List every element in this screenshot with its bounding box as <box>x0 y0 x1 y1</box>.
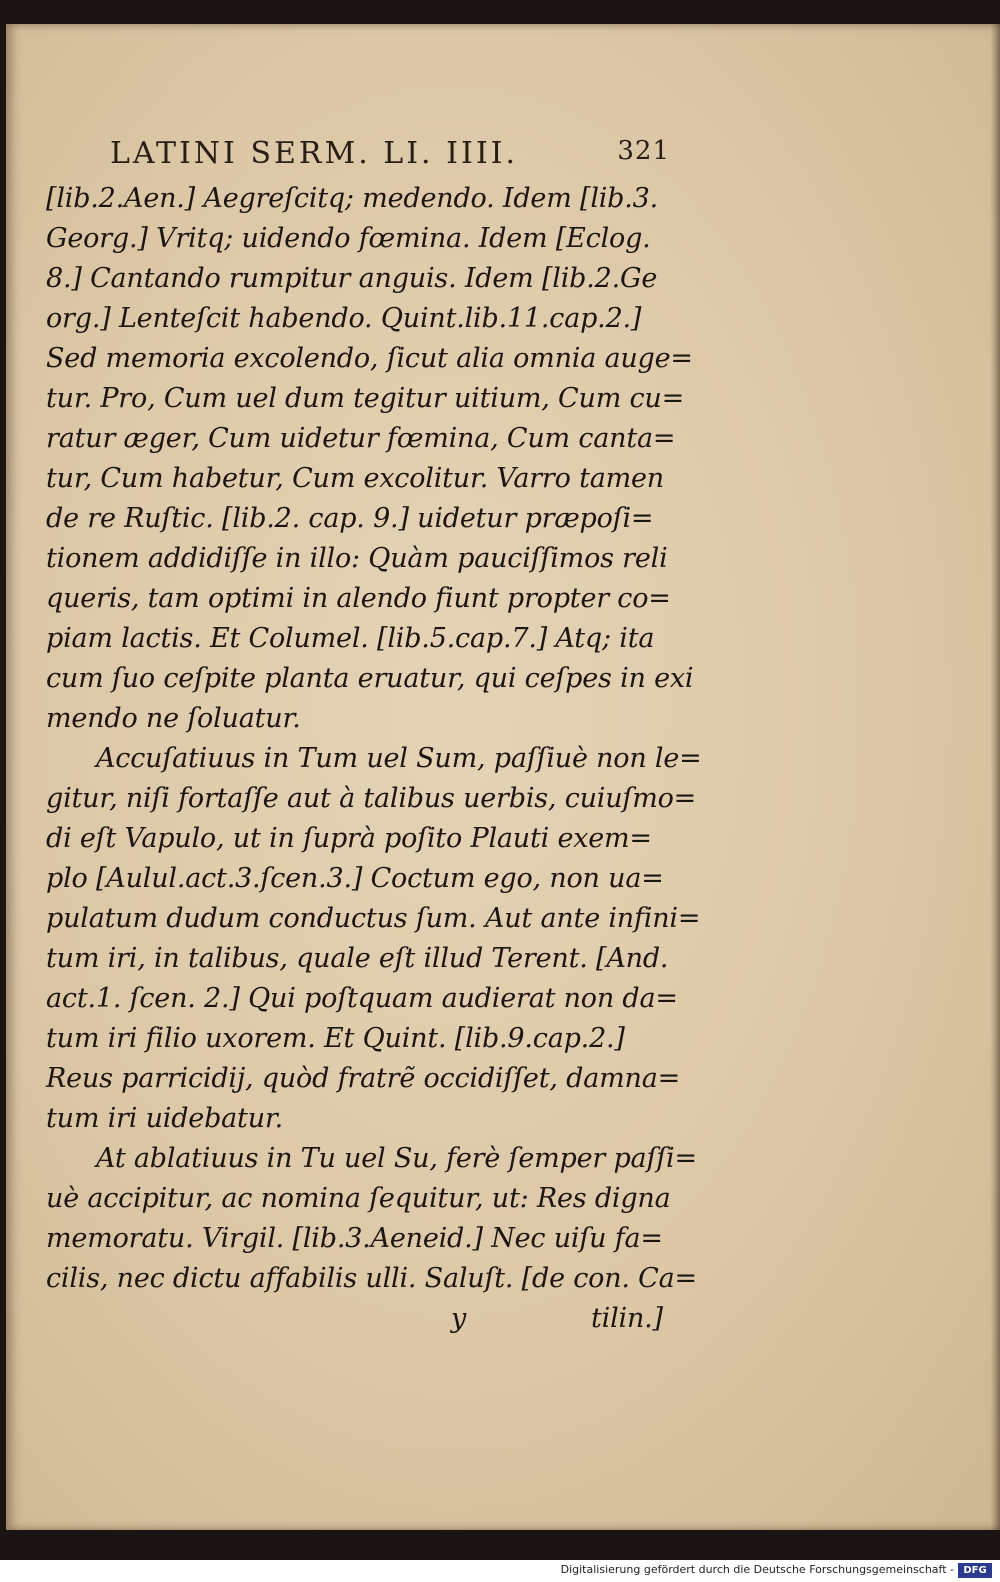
text-block <box>46 179 706 1339</box>
text-line: cilis, nec dictu affabilis ulli. Saluſt. [de con. Ca= <box>46 1263 697 1294</box>
signature-catchword-line <box>46 1299 706 1339</box>
text-line: tum iri uidebatur. <box>46 1103 284 1134</box>
text-line: tionem addidiſſe in illo: Quàm pauciſſimos reli <box>46 543 668 574</box>
running-title: LATINI SERM. LI. IIII. <box>110 136 519 171</box>
text-line: tum iri, in talibus, quale eſt illud Terent. [And. <box>46 943 669 974</box>
text-line: memoratu. Virgil. [lib.3.Aeneid.] Nec uiſu fa= <box>46 1223 663 1254</box>
book-page <box>6 24 1000 1530</box>
text-line: mendo ne ſoluatur. <box>46 703 301 734</box>
dfg-logo: DFG <box>958 1563 992 1578</box>
text-line: tum iri filio uxorem. Et Quint. [lib.9.cap.2.] <box>46 1023 625 1054</box>
text-line: queris, tam optimi in alendo fiunt propter co= <box>46 583 671 614</box>
text-line: plo [Aulul.act.3.ſcen.3.] Coctum ego, non ua= <box>46 863 664 894</box>
text-line: uè accipitur, ac nomina ſequitur, ut: Res digna <box>46 1183 671 1214</box>
text-line: 8.] Cantando rumpitur anguis. Idem [lib.2.Ge <box>46 263 658 294</box>
text-line: act.1. ſcen. 2.] Qui poſtquam audierat non da= <box>46 983 678 1014</box>
paragraph-start-line: At ablatiuus in Tu uel Su, ferè ſemper paſſi= <box>96 1143 697 1174</box>
text-line: tur, Cum habetur, Cum excolitur. Varro tamen <box>46 463 664 494</box>
text-line: de re Ruſtic. [lib.2. cap. 9.] uidetur præpoſi= <box>46 503 654 534</box>
text-line: di eſt Vapulo, ut in ſuprà poſito Plauti exem= <box>46 823 652 854</box>
text-line: ratur æger, Cum uidetur fœmina, Cum canta= <box>46 423 676 454</box>
text-line: piam lactis. Et Columel. [lib.5.cap.7.] Atq; ita <box>46 623 655 654</box>
funding-note: Digitalisierung gefördert durch die Deutsche Forschungsgemeinschaft - <box>560 1563 954 1576</box>
footer-band <box>0 1560 1000 1582</box>
running-head <box>110 136 670 176</box>
text-line: Reus parricidij, quòd fratrẽ occidiſſet, damna= <box>46 1063 681 1094</box>
catchword: tilin.] <box>591 1303 663 1334</box>
text-line: Georg.] Vritq; uidendo fœmina. Idem [Eclog. <box>46 223 651 254</box>
text-line: org.] Lenteſcit habendo. Quint.lib.11.cap.2.] <box>46 303 642 334</box>
text-line: tur. Pro, Cum uel dum tegitur uitium, Cum cu= <box>46 383 685 414</box>
text-line: pulatum dudum conductus ſum. Aut ante infini= <box>46 903 701 934</box>
text-line: Sed memoria excolendo, ſicut alia omnia auge= <box>46 343 693 374</box>
text-line: [lib.2.Aen.] Aegreſcitq; medendo. Idem [lib.3. <box>46 183 659 214</box>
paragraph-start-line: Accuſatiuus in Tum uel Sum, paſſiuè non le= <box>96 743 702 774</box>
signature-mark: y <box>451 1303 467 1334</box>
folio-number: 321 <box>617 136 670 166</box>
text-line: gitur, niſi fortaſſe aut à talibus uerbis, cuiuſmo= <box>46 783 697 814</box>
text-line: cum ſuo ceſpite planta eruatur, qui ceſpes in exi <box>46 663 694 694</box>
page-edge-shadow <box>990 24 1000 1530</box>
